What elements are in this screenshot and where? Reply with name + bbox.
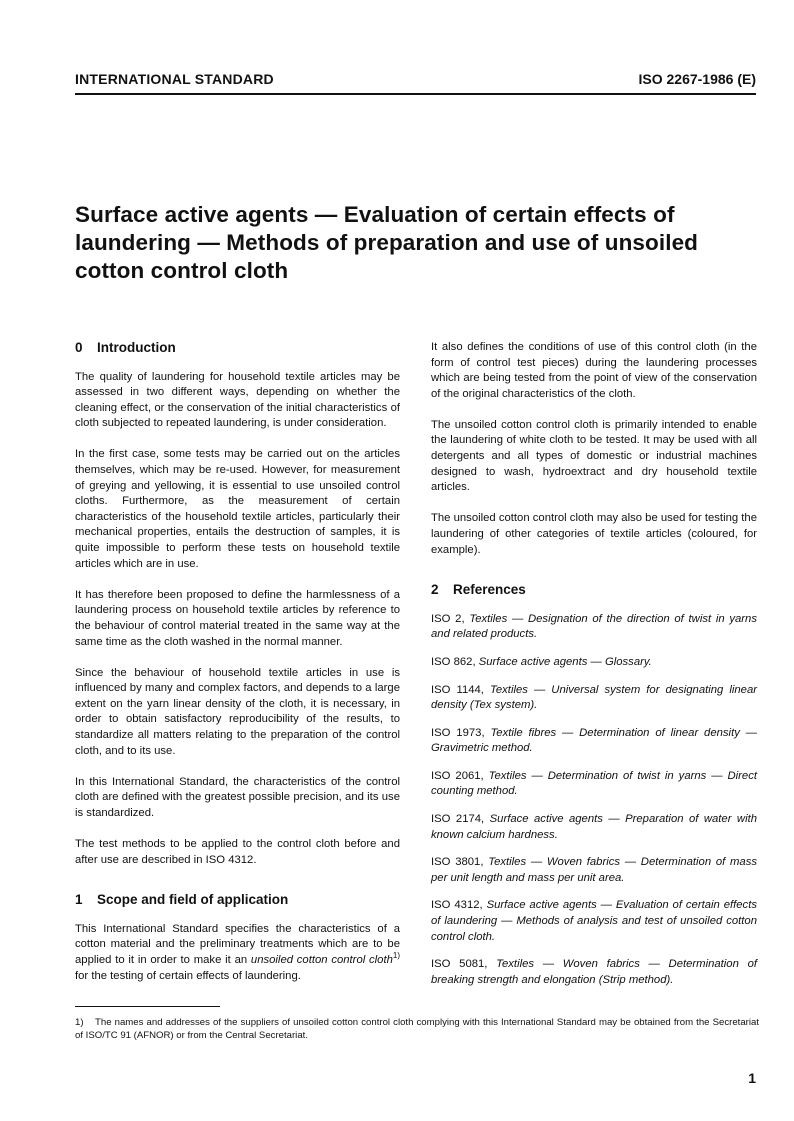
section-introduction-heading [75, 340, 400, 356]
footnote-rule [75, 1006, 220, 1007]
scope-p1-term: unsoiled cotton control cloth [250, 953, 393, 966]
footnote-text: The names and addresses of the suppliers of unsoiled cotton control cloth complying with this International Standard may be obtained from the Secretariat of ISO/TC 91 (AFNOR) or from the Central Secretariat. [75, 1017, 759, 1041]
section-title: Scope and field of application [97, 892, 289, 908]
reference-item [431, 683, 757, 714]
reference-id: ISO 1973, [431, 726, 491, 739]
reference-id: ISO 1144, [431, 683, 491, 696]
reference-item [431, 855, 757, 886]
scope-p1-start: This International Standard specifies the characteristics of a cotton material and the preliminary treatments which are to be applied to it in order to make it an [75, 922, 400, 966]
right-column [431, 340, 757, 1000]
reference-item [431, 769, 757, 800]
header-rule [75, 93, 756, 95]
section-scope-heading [75, 892, 400, 908]
reference-title: Textiles — Universal system for designating linear density (Tex system). [431, 683, 757, 712]
reference-item [431, 957, 757, 988]
reference-id: ISO 862, [431, 655, 479, 668]
reference-title: Surface active agents — Evaluation of certain effects of laundering — Methods of analysis and test of unsoiled cotton control cloth. [431, 899, 757, 943]
document-title: Surface active agents — Evaluation of certain effects of laundering — Methods of preparation and use of unsoiled cotton control cloth [75, 202, 699, 283]
intro-paragraph-6: The test methods to be applied to the control cloth before and after use are described in ISO 4312. [75, 837, 400, 866]
page-number: 1 [748, 1070, 756, 1086]
scope-paragraph-2: It also defines the conditions of use of this control cloth (in the form of control test pieces) during the laundering processes which are being tested from the point of view of the conservation of the original characteristics of the cloth. [431, 341, 757, 400]
section-number: 2 [431, 582, 439, 598]
scope-paragraph-3: The unsoiled cotton control cloth is primarily intended to enable the laundering of white cloth to be tested. It may be used with all detergents and all types of domestic or industrial machines designed to wash, hydroextract and dry household textile articles. [431, 418, 757, 494]
scope-p1-end: for the testing of certain effects of laundering. [75, 969, 301, 982]
reference-title: Textiles — Woven fabrics — Determination of breaking strength and elongation (Strip method). [431, 958, 757, 986]
footnote-mark: 1) [75, 1017, 84, 1028]
intro-paragraph-5: In this International Standard, the characteristics of the control cloth are defined with the greatest possible precision, and its use is standardized. [75, 775, 400, 819]
scope-paragraph-1 [75, 922, 400, 984]
reference-item [431, 812, 757, 843]
reference-title: Textiles — Woven fabrics — Determination of mass per unit length and mass per unit area. [431, 856, 757, 884]
section-title: Introduction [97, 340, 176, 355]
section-number: 1 [75, 892, 83, 908]
reference-title: Textiles — Determination of twist in yarns — Direct counting method. [431, 769, 757, 798]
intro-paragraph-3: It has therefore been proposed to define the harmlessness of a laundering process on household textile articles by reference to the behaviour of control material treated in the same way at the same time as the cloth washed in the normal manner. [75, 588, 400, 648]
reference-item [431, 655, 757, 671]
reference-id: ISO 2061, [431, 769, 489, 782]
reference-title: Textiles — Designation of the direction of twist in yarns and related products. [431, 612, 757, 641]
reference-title: Surface active agents — Glossary. [478, 655, 652, 668]
left-column [75, 340, 400, 1000]
reference-title: Textile fibres — Determination of linear density — Gravimetric method. [431, 726, 758, 755]
reference-id: ISO 2, [431, 612, 470, 625]
section-number: 0 [75, 340, 83, 355]
header-standard-number: ISO 2267-1986 (E) [638, 71, 756, 87]
scope-paragraph-4: The unsoiled cotton control cloth may also be used for testing the laundering of other categories of textile articles (coloured, for example). [431, 512, 757, 556]
header-standard-type: INTERNATIONAL STANDARD [75, 71, 274, 87]
section-title: References [453, 582, 526, 598]
intro-paragraph-2: In the first case, some tests may be carried out on the articles themselves, which may be re-used. However, for measurement of greying and yellowing, it is essential to use unsoiled control cloths. Furthermore, as the measurement of certain characteristics of the household textile articles, particularly their mechanical properties, entails the destruction of samples, it is quite impossible to perform these tests on household textile articles which are in use. [75, 448, 400, 570]
reference-id: ISO 3801, [431, 856, 489, 869]
reference-item [431, 612, 757, 643]
footnote [75, 1016, 759, 1042]
reference-id: ISO 5081, [431, 958, 497, 971]
reference-title: Surface active agents — Preparation of water with known calcium hardness. [431, 813, 757, 841]
footnote-reference: 1) [392, 951, 400, 961]
reference-list [431, 612, 757, 989]
section-references-heading [431, 582, 757, 598]
intro-paragraph-1: The quality of laundering for household textile articles may be assessed in two different ways, depending on whether the cleaning effect, or the conservation of the initial characteristics of cloth subjected to repeated laundering, is under consideration. [75, 370, 400, 430]
reference-id: ISO 4312, [431, 899, 487, 912]
reference-item [431, 898, 757, 945]
reference-id: ISO 2174, [431, 813, 490, 826]
reference-item [431, 726, 757, 757]
intro-paragraph-4: Since the behaviour of household textile articles in use is influenced by many and complex factors, and depends to a large extent on the yarn linear density of the cloth, it is necessary, in order to obtain satisfactory reproducibility of the results, to standardize all matters relating to the preparation of the control cloth, and to its use. [75, 666, 400, 757]
